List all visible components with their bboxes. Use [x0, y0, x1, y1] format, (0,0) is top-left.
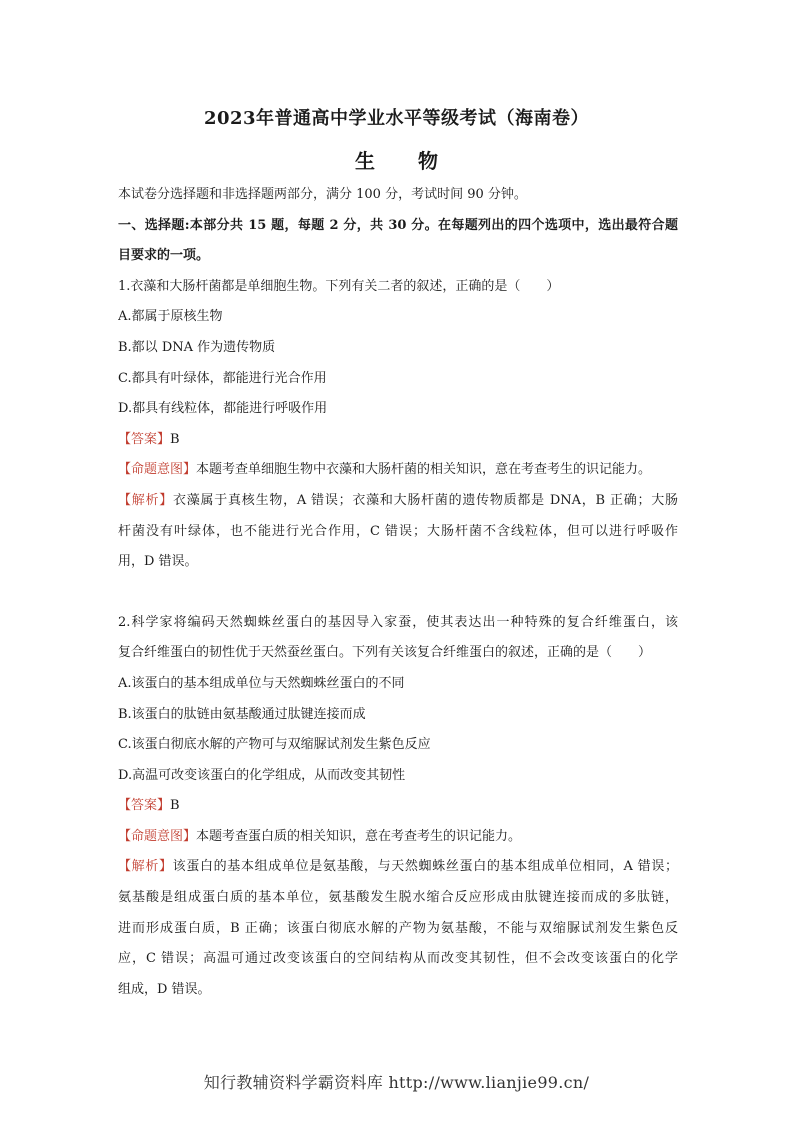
analysis-text: 该蛋白的基本组成单位是氨基酸，与天然蜘蛛丝蛋白的基本组成单位相同，A 错误； — [172, 859, 678, 875]
question-2-stem-line-2: 复合纤维蛋白的韧性优于天然蚕丝蛋白。下列有关该复合纤维蛋白的叙述，正确的是（ ） — [118, 645, 652, 661]
section-heading-line-1: 一、选择题:本部分共 15 题，每题 2 分，共 30 分。在每题列出的四个选项中，选出最符合题 — [118, 217, 678, 233]
intent-text: 本题考查单细胞生物中衣藻和大肠杆菌的相关知识，意在考查考生的识记能力。 — [196, 462, 652, 478]
intent-tag: 【命题意图】 — [118, 828, 197, 844]
answer-value: B — [170, 798, 180, 814]
question-2-analysis-line-4: 应，C 错误；高温可通过改变该蛋白的空间结构从而改变其韧性，但不会改变该蛋白的化学 — [118, 951, 678, 967]
answer-tag: 【答案】 — [118, 431, 171, 447]
question-2-option-c: C.该蛋白彻底水解的产物可与双缩脲试剂发生紫色反应 — [118, 737, 431, 753]
question-1-stem: 1.衣藻和大肠杆菌都是单细胞生物。下列有关二者的叙述，正确的是（ ） — [118, 278, 560, 294]
question-2-analysis-line-2: 氨基酸是组成蛋白质的基本单位，氨基酸发生脱水缩合反应形成由肽键连接而成的多肽链， — [118, 890, 678, 906]
question-1-analysis-line-2: 杆菌没有叶绿体，也不能进行光合作用，C 错误；大肠杆菌不含线粒体，但可以进行呼吸作 — [118, 523, 678, 539]
question-1-answer — [118, 430, 678, 461]
question-2-option-d: D.高温可改变该蛋白的化学组成，从而改变其韧性 — [118, 767, 406, 783]
question-2 — [118, 613, 678, 1011]
question-2-intent — [118, 827, 678, 858]
question-2-option-b: B.该蛋白的肽链由氨基酸通过肽键连接而成 — [118, 706, 366, 722]
document-body — [118, 185, 678, 1010]
footer-watermark: 知行教辅资料学霸资料库 http://www.lianjie99.cn/ — [203, 1073, 590, 1092]
intent-text: 本题考查蛋白质的相关知识，意在考查考生的识记能力。 — [196, 828, 522, 844]
analysis-text: 衣藻属于真核生物，A 错误；衣藻和大肠杆菌的遗传物质都是 DNA，B 正确；大肠 — [173, 492, 678, 508]
analysis-tag: 【解析】 — [118, 859, 173, 875]
question-1-intent — [118, 460, 678, 491]
section-heading-line-2: 目要求的一项。 — [118, 248, 210, 264]
subject-title: 生 物 — [355, 149, 456, 173]
question-1-analysis-line-1 — [118, 491, 678, 522]
question-1 — [118, 277, 678, 583]
question-2-answer — [118, 796, 678, 827]
exam-intro: 本试卷分选择题和非选择题两部分，满分 100 分，考试时间 90 分钟。 — [118, 187, 527, 202]
exam-title: 2023年普通高中学业水平等级考试（海南卷） — [203, 108, 590, 129]
question-1-analysis-line-3: 用，D 错误。 — [118, 554, 198, 570]
intent-tag: 【命题意图】 — [118, 462, 197, 478]
question-2-option-a: A.该蛋白的基本组成单位与天然蜘蛛丝蛋白的不同 — [118, 675, 405, 691]
question-1-option-b: B.都以 DNA 作为遗传物质 — [118, 339, 276, 355]
question-gap — [118, 583, 678, 613]
answer-value: B — [170, 431, 180, 447]
question-2-analysis-line-1 — [118, 857, 678, 888]
question-1-option-c: C.都具有叶绿体，都能进行光合作用 — [118, 370, 327, 386]
analysis-tag: 【解析】 — [118, 492, 174, 508]
question-2-stem-line-1: 2.科学家将编码天然蜘蛛丝蛋白的基因导入家蚕，使其表达出一种特殊的复合纤维蛋白，该 — [118, 614, 678, 630]
question-1-option-a: A.都属于原核生物 — [118, 309, 223, 325]
question-2-analysis-line-3: 进而形成蛋白质，B 正确；该蛋白彻底水解的产物为氨基酸，不能与双缩脲试剂发生紫色反 — [118, 920, 678, 936]
question-1-option-d: D.都具有线粒体，都能进行呼吸作用 — [118, 401, 328, 417]
question-2-analysis-line-5: 组成，D 错误。 — [118, 981, 211, 997]
answer-tag: 【答案】 — [118, 798, 171, 814]
